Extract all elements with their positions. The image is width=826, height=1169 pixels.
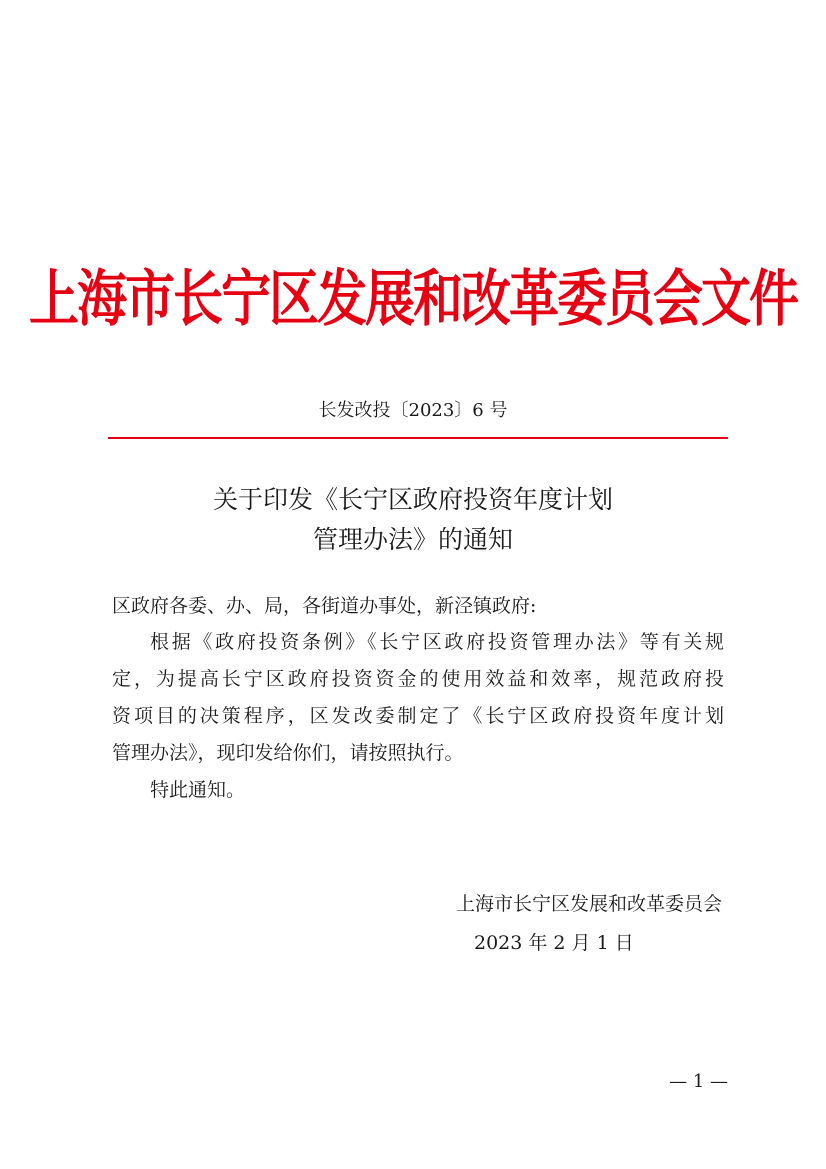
signature-organization: 上海市长宁区发展和改革委员会 [455,893,722,915]
document-number: 长发改投〔2023〕6 号 [318,400,508,421]
paragraph-line: 定，为提高长宁区政府投资资金的使用效益和效率，规范政府投 [112,668,724,690]
red-divider-line [108,437,728,439]
notice-title-line-2: 管理办法》的通知 [312,525,513,554]
salutation: 区政府各委、办、局，各街道办事处，新泾镇政府: [112,595,537,617]
signature-date: 2023 年 2 月 1 日 [474,932,634,954]
closing-remark: 特此通知。 [150,779,246,801]
document-header-title: 上海市长宁区发展和改革委员会文件 [29,263,797,335]
paragraph-line: 根据《政府投资条例》《长宁区政府投资管理办法》等有关规 [150,631,724,653]
notice-title-line-1: 关于印发《长宁区政府投资年度计划 [212,485,613,514]
paragraph-line: 资项目的决策程序，区发改委制定了《长宁区政府投资年度计划 [112,705,724,727]
page-number: — 1 — [669,1071,728,1092]
paragraph-line: 管理办法》，现印发给你们，请按照执行。 [112,742,464,764]
